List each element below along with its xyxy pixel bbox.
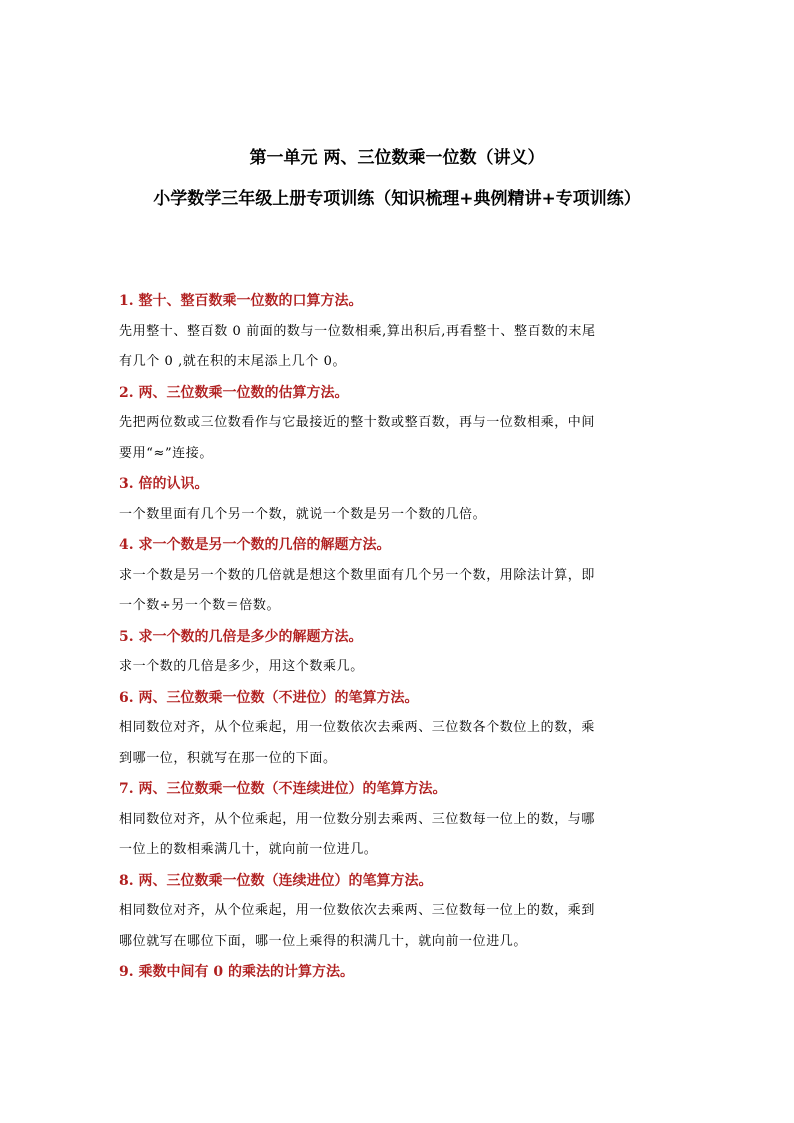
section-text <box>119 408 679 469</box>
section-heading: 8. 两、三位数乘一位数（连续进位）的笔算方法。 <box>119 872 433 889</box>
section-2 <box>119 378 679 470</box>
section-9 <box>119 957 679 988</box>
text-line: 相同数位对齐，从个位乘起，用一位数依次去乘两、三位数各个数位上的数，乘 <box>119 720 596 735</box>
section-heading: 9. 乘数中间有 0 的乘法的计算方法。 <box>119 964 354 980</box>
text-line: 先把两位数或三位数看作与它最接近的整十数或整百数，再与一位数相乘，中间 <box>119 415 596 430</box>
text-line: 有几个 0 ,就在积的末尾添上几个 0。 <box>119 354 347 369</box>
section-3 <box>119 469 679 530</box>
section-7 <box>119 774 679 866</box>
section-heading: 7. 两、三位数乘一位数（不连续进位）的笔算方法。 <box>119 781 447 797</box>
text-line: 到哪一位，积就写在那一位的下面。 <box>119 750 337 766</box>
document-body <box>119 286 679 988</box>
document-title: 第一单元 两、三位数乘一位数（讲义） <box>249 148 545 168</box>
section-text <box>119 500 679 531</box>
text-line: 求一个数的几倍是多少，用这个数乘几。 <box>119 659 364 674</box>
text-line: 一个数里面有几个另一个数，就说一个数是另一个数的几倍。 <box>119 506 487 522</box>
section-heading: 2. 两、三位数乘一位数的估算方法。 <box>119 384 349 401</box>
text-line: 相同数位对齐，从个位乘起，用一位数依次去乘两、三位数每一位上的数，乘到 <box>119 903 596 918</box>
document-subtitle: 小学数学三年级上册专项训练（知识梳理+典例精讲+专项训练） <box>153 189 641 209</box>
section-text <box>119 317 679 378</box>
section-text <box>119 713 679 774</box>
text-line: 相同数位对齐，从个位乘起，用一位数分别去乘两、三位数每一位上的数，与哪 <box>119 811 596 827</box>
section-text <box>119 805 679 866</box>
text-line: 哪位就写在哪位下面，哪一位上乘得的积满几十，就向前一位进几。 <box>119 933 528 949</box>
section-heading: 3. 倍的认识。 <box>119 476 209 492</box>
section-text <box>119 561 679 622</box>
text-line: 先用整十、整百数 0 前面的数与一位数相乘,算出积后,再看整十、整百数的末尾 <box>119 323 596 339</box>
section-heading: 6. 两、三位数乘一位数（不进位）的笔算方法。 <box>119 689 419 706</box>
text-line: 要用“≈”连接。 <box>119 445 213 461</box>
section-5 <box>119 622 679 683</box>
section-4 <box>119 530 679 622</box>
section-6 <box>119 683 679 775</box>
section-heading: 1. 整十、整百数乘一位数的口算方法。 <box>119 293 363 309</box>
section-8 <box>119 866 679 958</box>
text-line: 求一个数是另一个数的几倍就是想这个数里面有几个另一个数，用除法计算，即 <box>119 567 596 583</box>
section-1 <box>119 286 679 378</box>
text-line: 一位上的数相乘满几十，就向前一位进几。 <box>119 842 378 857</box>
section-heading: 5. 求一个数的几倍是多少的解题方法。 <box>119 628 363 645</box>
section-heading: 4. 求一个数是另一个数的几倍的解题方法。 <box>119 537 391 553</box>
section-text <box>119 652 679 683</box>
section-text <box>119 896 679 957</box>
text-line: 一个数÷另一个数＝倍数。 <box>119 598 281 613</box>
